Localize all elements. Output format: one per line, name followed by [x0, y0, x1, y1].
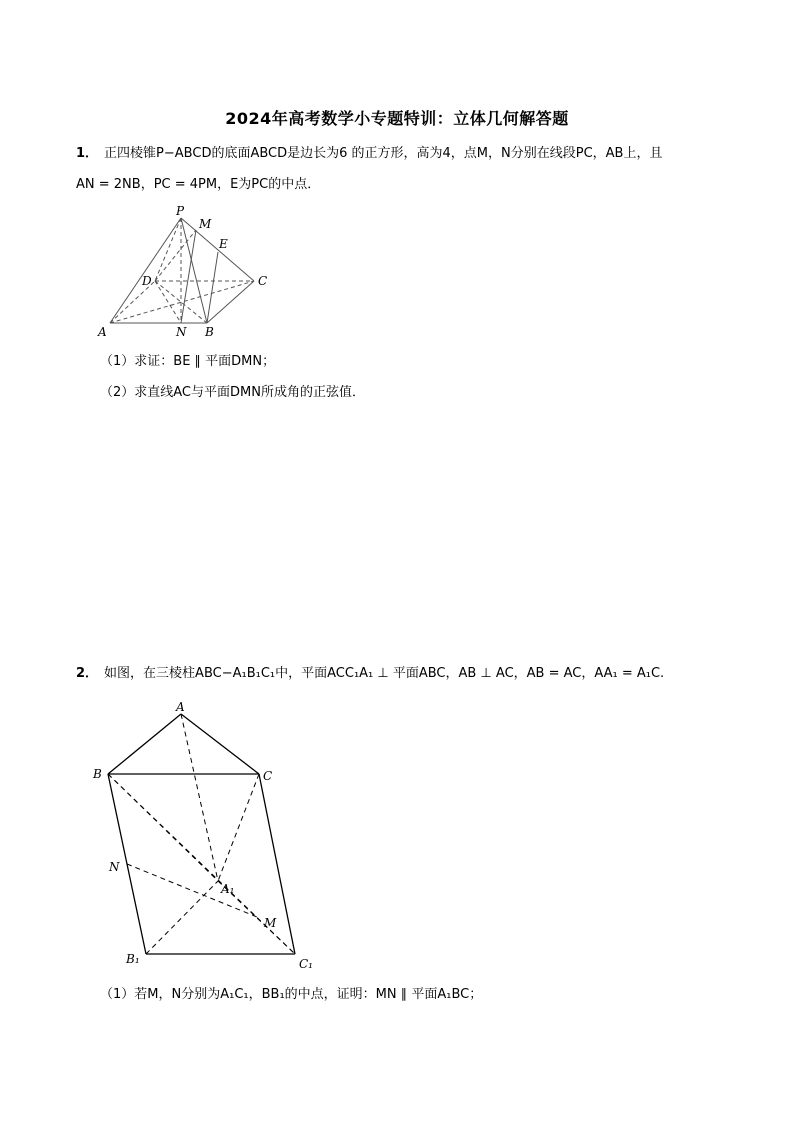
page-title: 2024年高考数学小专题特训：立体几何解答题	[225, 109, 569, 128]
question-1-number: 1．	[76, 146, 99, 161]
question-2-part-1: （1）若M，N分别为A₁C₁，BB₁的中点，证明：MN ∥ 平面A₁BC；	[100, 987, 483, 1002]
question-1-line-2: AN = 2NB，PC = 4PM，E为PC的中点．	[76, 177, 321, 192]
label-m: M	[264, 916, 277, 930]
label-a: A	[176, 700, 185, 714]
label-b: B	[205, 325, 214, 339]
label-a1: A₁	[221, 882, 235, 896]
question-2-number: 2．	[76, 666, 99, 681]
question-1-text-1: 正四棱锥P−ABCD的底面ABCD是边长为6 的正方形，高为4，点M，N分别在线段PC，AB上，且	[104, 146, 663, 161]
label-n: N	[176, 325, 187, 339]
question-1-part-2: （2）求直线AC与平面DMN所成角的正弦值．	[100, 385, 365, 400]
label-c: C	[258, 274, 268, 288]
label-n: N	[109, 860, 120, 874]
label-p: P	[176, 204, 185, 218]
label-e: E	[219, 237, 228, 251]
label-c1: C₁	[299, 957, 313, 971]
label-a: A	[98, 325, 107, 339]
label-b: B	[93, 767, 102, 781]
label-d: D	[142, 274, 152, 288]
question-1-part-1: （1）求证：BE ∥ 平面DMN；	[100, 354, 276, 369]
label-b1: B₁	[126, 952, 140, 966]
question-2-text-1: 如图，在三棱柱ABC−A₁B₁C₁中，平面ACC₁A₁ ⊥ 平面ABC，AB ⊥ AC，AB = AC，AA₁ = A₁C.	[104, 666, 665, 681]
label-c: C	[263, 769, 273, 783]
label-m: M	[199, 217, 212, 231]
